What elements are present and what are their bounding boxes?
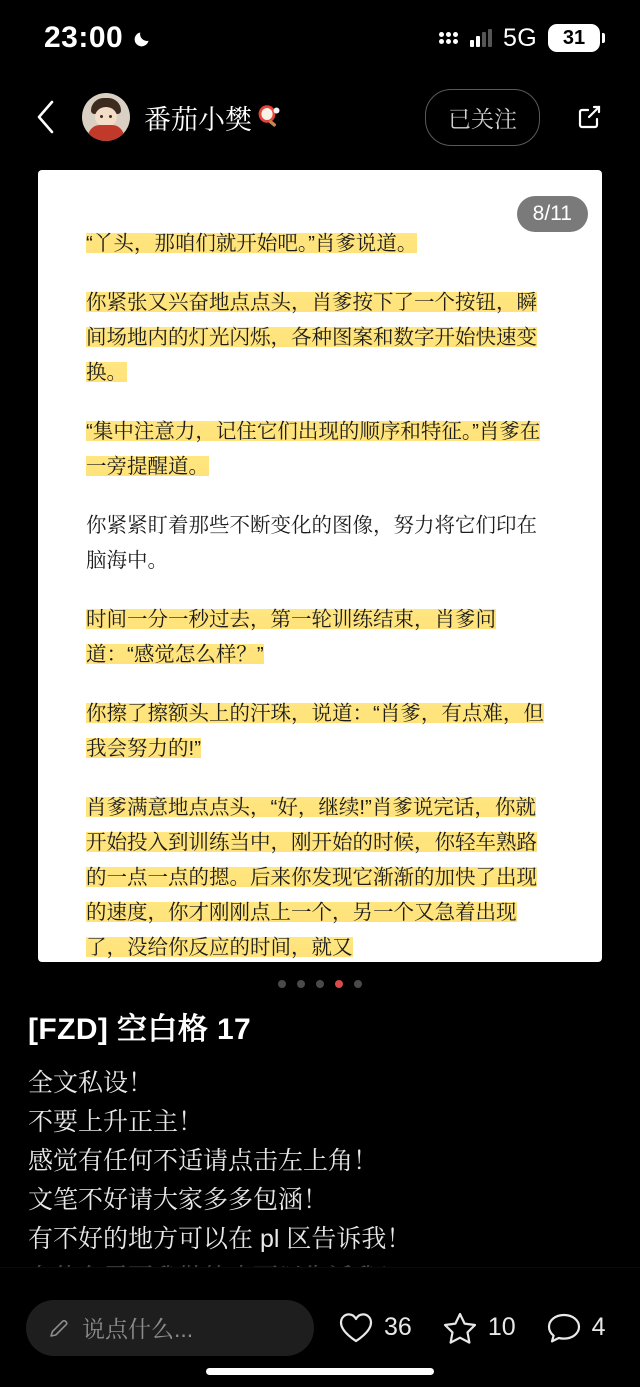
ping-pong-paddle-icon bbox=[256, 104, 282, 130]
author-name-text: 番茄小樊 bbox=[144, 104, 252, 135]
engagement-actions bbox=[338, 1311, 606, 1345]
like-count: 36 bbox=[384, 1313, 412, 1341]
caption-line: 有不好的地方可以在 pl 区告诉我！ bbox=[28, 1225, 412, 1253]
page-title: [FZD] 空白格 17 bbox=[28, 1013, 252, 1046]
post-caption bbox=[0, 998, 640, 1298]
novel-paragraph-text: “集中注意力，记住它们出现的顺序和特征。”肖爹在一旁提醒道。 bbox=[86, 420, 541, 478]
novel-paragraph bbox=[86, 226, 554, 261]
caption-line: 不要上升正主！ bbox=[28, 1108, 204, 1136]
image-viewer[interactable] bbox=[38, 170, 602, 962]
home-indicator[interactable] bbox=[206, 1368, 434, 1375]
novel-paragraph-text: 你紧张又兴奋地点点头，肖爹按下了一个按钮，瞬间场地内的灯光闪烁，各种图案和数字开始快速变换。 bbox=[86, 291, 537, 384]
novel-paragraph-text: “丫头，那咱们就开始吧。”肖爹说道。 bbox=[86, 232, 418, 255]
comment-input[interactable] bbox=[26, 1300, 314, 1356]
like-button[interactable] bbox=[338, 1311, 412, 1345]
comment-count: 4 bbox=[591, 1313, 606, 1341]
caption-line: 文笔不好请大家多多包涵！ bbox=[28, 1186, 329, 1214]
author-name[interactable] bbox=[144, 98, 282, 137]
pencil-icon bbox=[48, 1317, 70, 1339]
novel-paragraph bbox=[86, 602, 554, 672]
novel-paragraph bbox=[86, 508, 554, 578]
carousel-dot[interactable] bbox=[278, 980, 286, 988]
back-button[interactable] bbox=[24, 95, 68, 139]
battery-indicator: 31 bbox=[548, 24, 600, 52]
network-type-label: 5G bbox=[503, 23, 537, 52]
status-bar bbox=[0, 0, 640, 76]
moon-icon bbox=[133, 28, 153, 48]
caption-line: 全文私设！ bbox=[28, 1069, 154, 1097]
carousel-dot[interactable] bbox=[297, 980, 305, 988]
status-time: 23:00 bbox=[44, 21, 124, 54]
novel-paragraph bbox=[86, 285, 554, 390]
chevron-left-icon bbox=[35, 99, 57, 135]
carousel-indicator bbox=[0, 962, 640, 998]
comment-icon bbox=[546, 1311, 582, 1345]
comment-button[interactable] bbox=[546, 1311, 606, 1345]
status-bar-right bbox=[439, 24, 600, 53]
share-icon bbox=[574, 102, 604, 132]
carousel-dot-active[interactable] bbox=[335, 980, 343, 988]
cellular-dots-icon bbox=[439, 32, 458, 44]
heart-icon bbox=[338, 1311, 374, 1345]
share-button[interactable] bbox=[566, 94, 612, 140]
collect-count: 10 bbox=[487, 1313, 516, 1341]
page-counter-badge: 8/11 bbox=[517, 196, 588, 232]
novel-paragraph bbox=[86, 414, 554, 484]
star-icon bbox=[442, 1311, 478, 1345]
novel-page-image[interactable] bbox=[38, 170, 602, 962]
caption-line: 感觉有任何不适请点击左上角！ bbox=[28, 1147, 379, 1175]
comment-input-placeholder: 说点什么... bbox=[82, 1316, 194, 1342]
novel-paragraph bbox=[86, 696, 554, 766]
follow-button[interactable]: 已关注 bbox=[425, 89, 540, 146]
novel-paragraph-text: 时间一分一秒过去，第一轮训练结束，肖爹问道：“感觉怎么样？” bbox=[86, 608, 496, 666]
signal-bars-icon bbox=[470, 29, 492, 47]
novel-paragraph-text: 肖爹满意地点点头，“好，继续!”肖爹说完话，你就开始投入到训练当中，刚开始的时候，你轻车熟路的一点一点的摁。后来你发现它渐渐的加快了出现的速度，你才刚刚点上一个，另一个又急着出现了，没给你反应的时间，就又 bbox=[86, 796, 537, 959]
carousel-dot[interactable] bbox=[354, 980, 362, 988]
novel-paragraph bbox=[86, 790, 554, 962]
navigation-bar bbox=[0, 76, 640, 158]
collect-button[interactable] bbox=[442, 1311, 516, 1345]
novel-paragraph-text: 你紧紧盯着那些不断变化的图像，努力将它们印在脑海中。 bbox=[86, 514, 537, 572]
status-bar-left bbox=[44, 21, 153, 55]
avatar[interactable] bbox=[82, 93, 130, 141]
novel-paragraph-text: 你擦了擦额头上的汗珠，说道：“肖爹，有点难，但我会努力的!” bbox=[86, 702, 544, 760]
carousel-dot[interactable] bbox=[316, 980, 324, 988]
